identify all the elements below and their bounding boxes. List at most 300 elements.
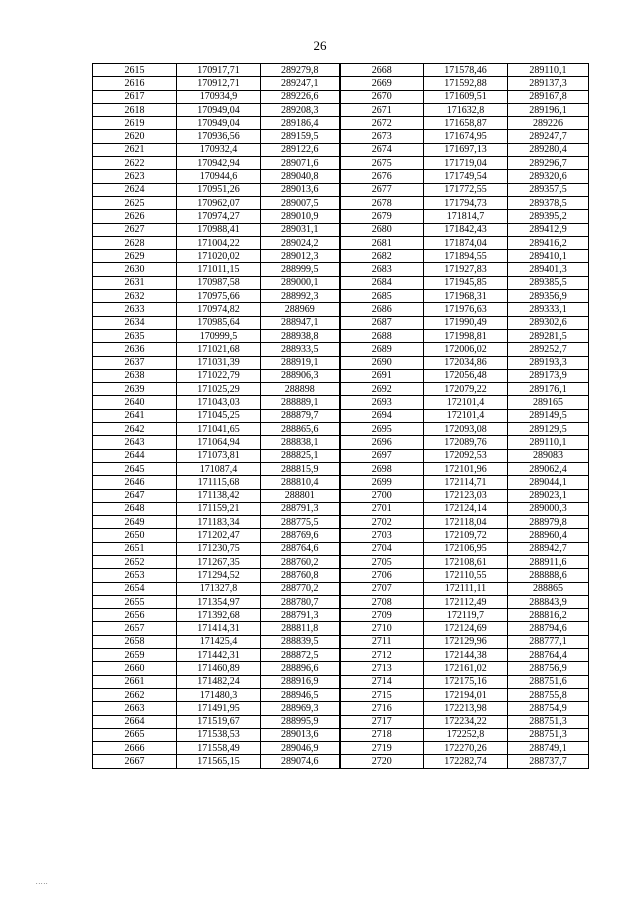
- table-cell: 2642: [93, 423, 177, 436]
- table-cell: 172270,26: [424, 742, 508, 755]
- table-cell: 2720: [340, 755, 424, 768]
- table-cell: 288760,2: [261, 555, 340, 568]
- table-cell: 171719,04: [424, 157, 508, 170]
- table-row: [93, 502, 589, 515]
- table-body: [93, 64, 589, 769]
- table-cell: 170987,58: [177, 276, 261, 289]
- table-cell: 2624: [93, 183, 177, 196]
- table-cell: 172213,98: [424, 702, 508, 715]
- table-cell: 288780,7: [261, 595, 340, 608]
- table-cell: 2615: [93, 64, 177, 77]
- table-row: [93, 250, 589, 263]
- table-cell: 171021,68: [177, 343, 261, 356]
- table-cell: 288906,3: [261, 369, 340, 382]
- table-cell: 171592,88: [424, 77, 508, 90]
- table-cell: 2685: [340, 290, 424, 303]
- table-cell: 288919,1: [261, 356, 340, 369]
- table-cell: 2698: [340, 462, 424, 475]
- table-cell: 2694: [340, 409, 424, 422]
- table-row: [93, 742, 589, 755]
- table-cell: 289040,8: [261, 170, 340, 183]
- table-cell: 171794,73: [424, 196, 508, 209]
- table-cell: 2679: [340, 210, 424, 223]
- table-cell: 172118,04: [424, 516, 508, 529]
- table-cell: 172123,03: [424, 489, 508, 502]
- table-cell: 289401,3: [508, 263, 589, 276]
- table-cell: 2684: [340, 276, 424, 289]
- table-cell: 171045,25: [177, 409, 261, 422]
- table-cell: 171968,31: [424, 290, 508, 303]
- table-cell: 171073,81: [177, 449, 261, 462]
- table-cell: 171491,95: [177, 702, 261, 715]
- table-cell: 172093,08: [424, 423, 508, 436]
- table-cell: 2666: [93, 742, 177, 755]
- table-cell: 289247,7: [508, 130, 589, 143]
- table-cell: 172034,86: [424, 356, 508, 369]
- table-cell: 172092,53: [424, 449, 508, 462]
- table-cell: 289167,8: [508, 90, 589, 103]
- table-cell: 288888,6: [508, 569, 589, 582]
- table-cell: 2701: [340, 502, 424, 515]
- table-cell: 172108,61: [424, 555, 508, 568]
- table-row: [93, 64, 589, 77]
- table-cell: 288791,3: [261, 609, 340, 622]
- table-cell: 2673: [340, 130, 424, 143]
- table-cell: 288816,2: [508, 609, 589, 622]
- table-cell: 2663: [93, 702, 177, 715]
- table-row: [93, 622, 589, 635]
- table-cell: 171772,55: [424, 183, 508, 196]
- table-cell: 2623: [93, 170, 177, 183]
- table-cell: 171425,4: [177, 635, 261, 648]
- table-cell: 289013,6: [261, 728, 340, 741]
- table-cell: 171004,22: [177, 236, 261, 249]
- table-cell: 171159,21: [177, 502, 261, 515]
- table-cell: 2654: [93, 582, 177, 595]
- table-cell: 2636: [93, 343, 177, 356]
- table-cell: 288764,6: [261, 542, 340, 555]
- table-cell: 171202,47: [177, 529, 261, 542]
- table-cell: 2630: [93, 263, 177, 276]
- table-cell: 171294,52: [177, 569, 261, 582]
- table-cell: 288898: [261, 383, 340, 396]
- table-cell: 289247,1: [261, 77, 340, 90]
- table-cell: 171874,04: [424, 236, 508, 249]
- table-cell: 288916,9: [261, 675, 340, 688]
- table-cell: 289149,5: [508, 409, 589, 422]
- table-row: [93, 236, 589, 249]
- table-cell: 2632: [93, 290, 177, 303]
- table-cell: 289137,3: [508, 77, 589, 90]
- table-cell: 289159,5: [261, 130, 340, 143]
- table-cell: 2647: [93, 489, 177, 502]
- table-cell: 289378,5: [508, 196, 589, 209]
- table-cell: 171043,03: [177, 396, 261, 409]
- table-cell: 172124,69: [424, 622, 508, 635]
- table-cell: 2668: [340, 64, 424, 77]
- table-cell: 289395,2: [508, 210, 589, 223]
- table-cell: 170974,82: [177, 303, 261, 316]
- table-cell: 171392,68: [177, 609, 261, 622]
- table-cell: 2661: [93, 675, 177, 688]
- table-cell: 171482,24: [177, 675, 261, 688]
- table-cell: 288811,8: [261, 622, 340, 635]
- table-cell: 2627: [93, 223, 177, 236]
- table-cell: 170949,04: [177, 103, 261, 116]
- table-row: [93, 329, 589, 342]
- table-cell: 2628: [93, 236, 177, 249]
- table-row: [93, 649, 589, 662]
- table-cell: 2714: [340, 675, 424, 688]
- table-row: [93, 157, 589, 170]
- table-cell: 2629: [93, 250, 177, 263]
- table-row: [93, 143, 589, 156]
- table-cell: 171327,8: [177, 582, 261, 595]
- table-cell: 2715: [340, 688, 424, 701]
- table-row: [93, 516, 589, 529]
- table-row: [93, 755, 589, 768]
- table-cell: 2697: [340, 449, 424, 462]
- coordinates-table: [92, 63, 589, 769]
- table-cell: 2640: [93, 396, 177, 409]
- table-cell: 2675: [340, 157, 424, 170]
- table-cell: 170975,66: [177, 290, 261, 303]
- table-cell: 2686: [340, 303, 424, 316]
- table-cell: 289010,9: [261, 210, 340, 223]
- table-cell: 288879,7: [261, 409, 340, 422]
- table-cell: 288737,7: [508, 755, 589, 768]
- table-cell: 2657: [93, 622, 177, 635]
- table-cell: 2702: [340, 516, 424, 529]
- table-row: [93, 356, 589, 369]
- table-cell: 288777,1: [508, 635, 589, 648]
- table-cell: 2682: [340, 250, 424, 263]
- table-cell: 171998,81: [424, 329, 508, 342]
- table-cell: 171064,94: [177, 436, 261, 449]
- table-cell: 172109,72: [424, 529, 508, 542]
- table-row: [93, 223, 589, 236]
- table-cell: 171945,85: [424, 276, 508, 289]
- table-cell: 171267,35: [177, 555, 261, 568]
- table-row: [93, 542, 589, 555]
- table-cell: 2690: [340, 356, 424, 369]
- table-cell: 2718: [340, 728, 424, 741]
- table-cell: 289165: [508, 396, 589, 409]
- table-cell: 2641: [93, 409, 177, 422]
- table-row: [93, 103, 589, 116]
- table-cell: 288865: [508, 582, 589, 595]
- table-cell: 2703: [340, 529, 424, 542]
- table-cell: 289122,6: [261, 143, 340, 156]
- table-cell: 289074,6: [261, 755, 340, 768]
- table-cell: 170962,07: [177, 196, 261, 209]
- table-cell: 289196,1: [508, 103, 589, 116]
- table-cell: 172006,02: [424, 343, 508, 356]
- table-cell: 289012,3: [261, 250, 340, 263]
- table-cell: 289302,6: [508, 316, 589, 329]
- table-row: [93, 702, 589, 715]
- table-cell: 288794,6: [508, 622, 589, 635]
- table-cell: 289044,1: [508, 476, 589, 489]
- table-cell: 172175,16: [424, 675, 508, 688]
- table-cell: 2656: [93, 609, 177, 622]
- table-cell: 289176,1: [508, 383, 589, 396]
- table-cell: 288979,8: [508, 516, 589, 529]
- table-row: [93, 462, 589, 475]
- table-cell: 2716: [340, 702, 424, 715]
- table-cell: 288801: [261, 489, 340, 502]
- table-cell: 172119,7: [424, 609, 508, 622]
- table-row: [93, 210, 589, 223]
- table-cell: 171031,39: [177, 356, 261, 369]
- table-cell: 289023,1: [508, 489, 589, 502]
- table-cell: 289226: [508, 117, 589, 130]
- table-cell: 2691: [340, 369, 424, 382]
- table-cell: 288839,5: [261, 635, 340, 648]
- table-cell: 288992,3: [261, 290, 340, 303]
- table-cell: 171558,49: [177, 742, 261, 755]
- table-cell: 289385,5: [508, 276, 589, 289]
- table-cell: 171442,31: [177, 649, 261, 662]
- table-cell: 289279,8: [261, 64, 340, 77]
- table-cell: 2616: [93, 77, 177, 90]
- table-cell: 289208,3: [261, 103, 340, 116]
- table-cell: 2626: [93, 210, 177, 223]
- table-cell: 288946,5: [261, 688, 340, 701]
- table-cell: 170934,9: [177, 90, 261, 103]
- table-cell: 2651: [93, 542, 177, 555]
- table-cell: 171414,31: [177, 622, 261, 635]
- table-cell: 172252,8: [424, 728, 508, 741]
- table-cell: 288960,4: [508, 529, 589, 542]
- table-cell: 2700: [340, 489, 424, 502]
- table-row: [93, 688, 589, 701]
- table-row: [93, 449, 589, 462]
- table-cell: 172124,14: [424, 502, 508, 515]
- table-cell: 289173,9: [508, 369, 589, 382]
- table-cell: 288755,8: [508, 688, 589, 701]
- table-cell: 288911,6: [508, 555, 589, 568]
- table-cell: 171138,42: [177, 489, 261, 502]
- table-cell: 2645: [93, 462, 177, 475]
- table-row: [93, 90, 589, 103]
- table-cell: 288751,3: [508, 728, 589, 741]
- table-cell: 2648: [93, 502, 177, 515]
- table-cell: 2687: [340, 316, 424, 329]
- table-cell: 288756,9: [508, 662, 589, 675]
- table-cell: 171460,89: [177, 662, 261, 675]
- table-cell: 2625: [93, 196, 177, 209]
- table-cell: 2619: [93, 117, 177, 130]
- table-cell: 171814,7: [424, 210, 508, 223]
- table-cell: 288769,6: [261, 529, 340, 542]
- table-row: [93, 423, 589, 436]
- table-cell: 288764,4: [508, 649, 589, 662]
- table-cell: 288843,9: [508, 595, 589, 608]
- table-cell: 288889,1: [261, 396, 340, 409]
- table-cell: 2710: [340, 622, 424, 635]
- table-cell: 2670: [340, 90, 424, 103]
- table-cell: 2617: [93, 90, 177, 103]
- table-cell: 2712: [340, 649, 424, 662]
- table-cell: 288749,1: [508, 742, 589, 755]
- table-cell: 289013,6: [261, 183, 340, 196]
- table-cell: 289356,9: [508, 290, 589, 303]
- table-row: [93, 476, 589, 489]
- table-row: [93, 316, 589, 329]
- table-cell: 172282,74: [424, 755, 508, 768]
- table-cell: 2674: [340, 143, 424, 156]
- table-cell: 171354,97: [177, 595, 261, 608]
- table-row: [93, 529, 589, 542]
- table-row: [93, 303, 589, 316]
- table-cell: 2676: [340, 170, 424, 183]
- table-cell: 2696: [340, 436, 424, 449]
- table-cell: 288760,8: [261, 569, 340, 582]
- table-row: [93, 170, 589, 183]
- table-cell: 289296,7: [508, 157, 589, 170]
- table-cell: 2639: [93, 383, 177, 396]
- table-cell: 289416,2: [508, 236, 589, 249]
- table-row: [93, 569, 589, 582]
- table-cell: 2621: [93, 143, 177, 156]
- table-cell: 170932,4: [177, 143, 261, 156]
- table-cell: 2659: [93, 649, 177, 662]
- table-cell: 2695: [340, 423, 424, 436]
- table-cell: 2708: [340, 595, 424, 608]
- table-cell: 288815,9: [261, 462, 340, 475]
- table-row: [93, 436, 589, 449]
- table-cell: 289226,6: [261, 90, 340, 103]
- table-cell: 289412,9: [508, 223, 589, 236]
- table-cell: 2620: [93, 130, 177, 143]
- table-row: [93, 196, 589, 209]
- table-cell: 289333,1: [508, 303, 589, 316]
- table-cell: 2709: [340, 609, 424, 622]
- table-cell: 170999,5: [177, 329, 261, 342]
- table-cell: 289186,4: [261, 117, 340, 130]
- table-cell: 170917,71: [177, 64, 261, 77]
- table-cell: 171025,29: [177, 383, 261, 396]
- table-cell: 2672: [340, 117, 424, 130]
- table-cell: 2705: [340, 555, 424, 568]
- table-cell: 289357,5: [508, 183, 589, 196]
- table-cell: 2643: [93, 436, 177, 449]
- table-cell: 2717: [340, 715, 424, 728]
- table-cell: 171230,75: [177, 542, 261, 555]
- table-cell: 171674,95: [424, 130, 508, 143]
- table-cell: 2649: [93, 516, 177, 529]
- table-cell: 289083: [508, 449, 589, 462]
- table-cell: 2637: [93, 356, 177, 369]
- table-cell: 288775,5: [261, 516, 340, 529]
- table-cell: 288810,4: [261, 476, 340, 489]
- table-cell: 2719: [340, 742, 424, 755]
- table-cell: 172114,71: [424, 476, 508, 489]
- table-cell: 170912,71: [177, 77, 261, 90]
- table-row: [93, 409, 589, 422]
- table-cell: 289031,1: [261, 223, 340, 236]
- table-cell: 171578,46: [424, 64, 508, 77]
- table-cell: 2634: [93, 316, 177, 329]
- table-cell: 2644: [93, 449, 177, 462]
- table-cell: 170944,6: [177, 170, 261, 183]
- table-cell: 171115,68: [177, 476, 261, 489]
- table-cell: 288770,2: [261, 582, 340, 595]
- table-cell: 2622: [93, 157, 177, 170]
- table-cell: 289024,2: [261, 236, 340, 249]
- table-cell: 171632,8: [424, 103, 508, 116]
- table-cell: 172194,01: [424, 688, 508, 701]
- table-cell: 289062,4: [508, 462, 589, 475]
- table-row: [93, 662, 589, 675]
- table-cell: 288751,3: [508, 715, 589, 728]
- table-cell: 2689: [340, 343, 424, 356]
- table-cell: 172089,76: [424, 436, 508, 449]
- table-cell: 171020,02: [177, 250, 261, 263]
- table-cell: 171565,15: [177, 755, 261, 768]
- table-row: [93, 675, 589, 688]
- table-cell: 2693: [340, 396, 424, 409]
- table-row: [93, 383, 589, 396]
- table-cell: 2660: [93, 662, 177, 675]
- table-cell: 289281,5: [508, 329, 589, 342]
- table-cell: 171011,15: [177, 263, 261, 276]
- table-cell: 2692: [340, 383, 424, 396]
- table-row: [93, 77, 589, 90]
- table-cell: 288933,5: [261, 343, 340, 356]
- table-row: [93, 117, 589, 130]
- table-cell: 172161,02: [424, 662, 508, 675]
- table-cell: 289110,1: [508, 436, 589, 449]
- table-cell: 171894,55: [424, 250, 508, 263]
- table-cell: 289110,1: [508, 64, 589, 77]
- table-cell: 288995,9: [261, 715, 340, 728]
- table-cell: 2711: [340, 635, 424, 648]
- table-cell: 172112,49: [424, 595, 508, 608]
- table-cell: 2704: [340, 542, 424, 555]
- table-cell: 172079,22: [424, 383, 508, 396]
- table-cell: 289000,3: [508, 502, 589, 515]
- table-cell: 2655: [93, 595, 177, 608]
- table-cell: 288872,5: [261, 649, 340, 662]
- table-cell: 289129,5: [508, 423, 589, 436]
- table-cell: 289320,6: [508, 170, 589, 183]
- table-cell: 171749,54: [424, 170, 508, 183]
- table-cell: 2688: [340, 329, 424, 342]
- table-row: [93, 715, 589, 728]
- table-cell: 171609,51: [424, 90, 508, 103]
- table-row: [93, 728, 589, 741]
- table-cell: 171538,53: [177, 728, 261, 741]
- table-cell: 289007,5: [261, 196, 340, 209]
- table-cell: 170988,41: [177, 223, 261, 236]
- table-cell: 172110,55: [424, 569, 508, 582]
- table-row: [93, 263, 589, 276]
- table-cell: 2664: [93, 715, 177, 728]
- table-cell: 172234,22: [424, 715, 508, 728]
- table-cell: 170949,04: [177, 117, 261, 130]
- table-cell: 289046,9: [261, 742, 340, 755]
- table-cell: 289410,1: [508, 250, 589, 263]
- table-cell: 2699: [340, 476, 424, 489]
- table-cell: 171022,79: [177, 369, 261, 382]
- table-cell: 171041,65: [177, 423, 261, 436]
- table-cell: 172144,38: [424, 649, 508, 662]
- table-cell: 2618: [93, 103, 177, 116]
- table-cell: 2713: [340, 662, 424, 675]
- table-cell: 2680: [340, 223, 424, 236]
